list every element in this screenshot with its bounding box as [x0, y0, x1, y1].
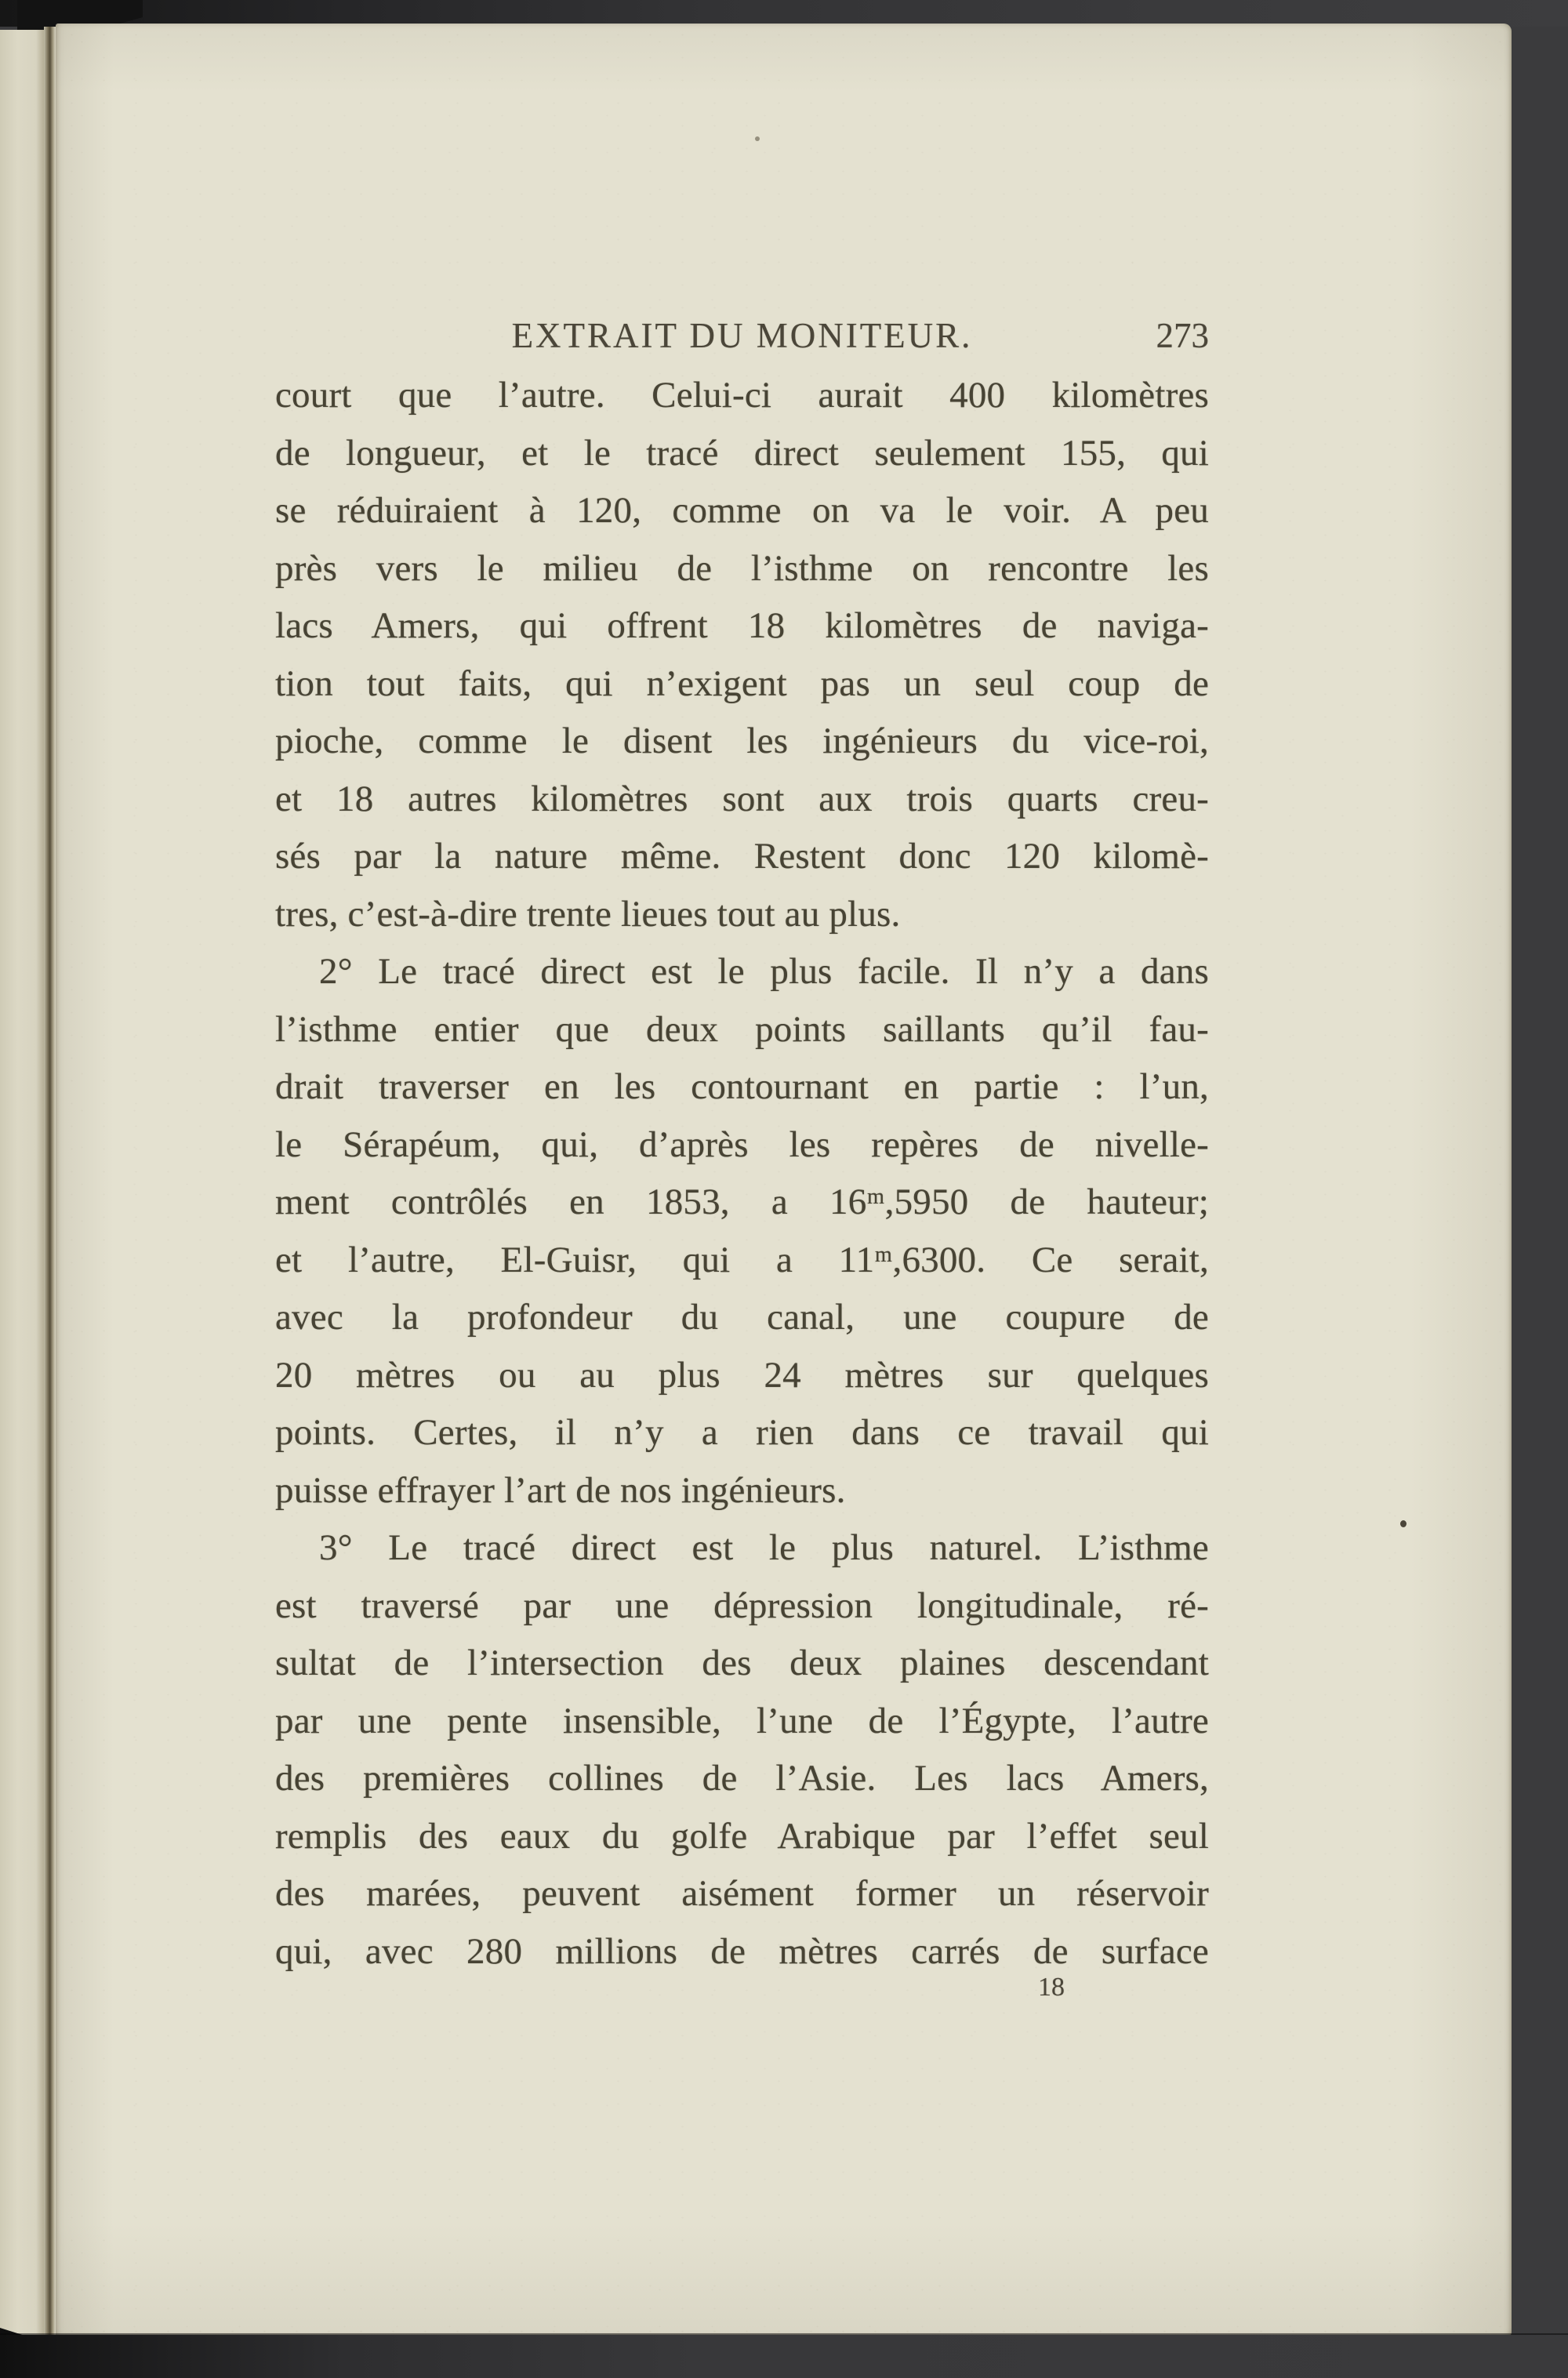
text-line: des premières collines de l’Asie. Les lacs Amers,	[275, 1758, 1209, 1799]
text-line: lacs Amers, qui offrent 18 kilomètres de naviga-	[275, 605, 1209, 646]
text-line: ment contrôlés en 1853, a 16ᵐ,5950 de hauteur;	[275, 1182, 1209, 1222]
text-line: avec la profondeur du canal, une coupure de	[275, 1297, 1209, 1338]
text-line: puisse effrayer l’art de nos ingénieurs.	[275, 1469, 846, 1511]
body-text	[275, 367, 1209, 1980]
ink-speck	[755, 136, 760, 141]
text-line: drait traverser en les contournant en partie : l’un,	[275, 1066, 1209, 1107]
text-line: tres, c’est-à-dire trente lieues tout au plus.	[275, 893, 901, 935]
background-top	[0, 0, 1568, 27]
text-line: 2° Le tracé direct est le plus facile. Il n’y a dans	[319, 951, 1209, 992]
text-line: des marées, peuvent aisément former un réservoir	[275, 1873, 1209, 1914]
text-line: sultat de l’intersection des deux plaines descendant	[275, 1643, 1209, 1683]
page-gutter-crease	[44, 27, 56, 2340]
signature-mark: 18	[1038, 1973, 1065, 2002]
text-line: et l’autre, El-Guisr, qui a 11ᵐ,6300. Ce serait,	[275, 1239, 1209, 1280]
text-line: est traversé par une dépression longitudinale, ré-	[275, 1585, 1209, 1626]
text-line: et 18 autres kilomètres sont aux trois quarts creu-	[275, 778, 1209, 819]
page-number: 273	[1156, 316, 1209, 355]
text-line: court que l’autre. Celui-ci aurait 400 kilomètres	[275, 375, 1209, 416]
background-bottom	[0, 2335, 1568, 2378]
previous-page-edge	[0, 30, 44, 2340]
text-line: de longueur, et le tracé direct seulement 155, qui	[275, 432, 1209, 474]
text-line: 3° Le tracé direct est le plus naturel. L’isthme	[319, 1527, 1209, 1568]
text-line: le Sérapéum, qui, d’après les repères de nivelle-	[275, 1124, 1209, 1165]
text-line: remplis des eaux du golfe Arabique par l’effet seul	[275, 1815, 1209, 1857]
text-line: tion tout faits, qui n’exigent pas un seul coup de	[275, 663, 1209, 704]
book-page	[56, 24, 1512, 2338]
text-line: points. Certes, il n’y a rien dans ce travail qui	[275, 1412, 1209, 1453]
running-header: EXTRAIT DU MONITEUR.	[511, 316, 973, 355]
ink-speck	[1400, 1520, 1406, 1527]
text-line: près vers le milieu de l’isthme on rencontre les	[275, 547, 1209, 589]
text-line: pioche, comme le disent les ingénieurs du vice-roi,	[275, 721, 1209, 761]
text-line: qui, avec 280 millions de mètres carrés de surface	[275, 1930, 1209, 1972]
text-line: sés par la nature même. Restent donc 120 kilomè-	[275, 836, 1209, 877]
text-line: se réduiraient à 120, comme on va le voir. A peu	[275, 490, 1209, 531]
text-line: par une pente insensible, l’une de l’Égypte, l’autre	[275, 1700, 1209, 1741]
text-line: 20 mètres ou au plus 24 mètres sur quelques	[275, 1354, 1209, 1396]
page-header	[275, 316, 1209, 355]
text-line: l’isthme entier que deux points saillants qu’il fau-	[275, 1008, 1209, 1050]
